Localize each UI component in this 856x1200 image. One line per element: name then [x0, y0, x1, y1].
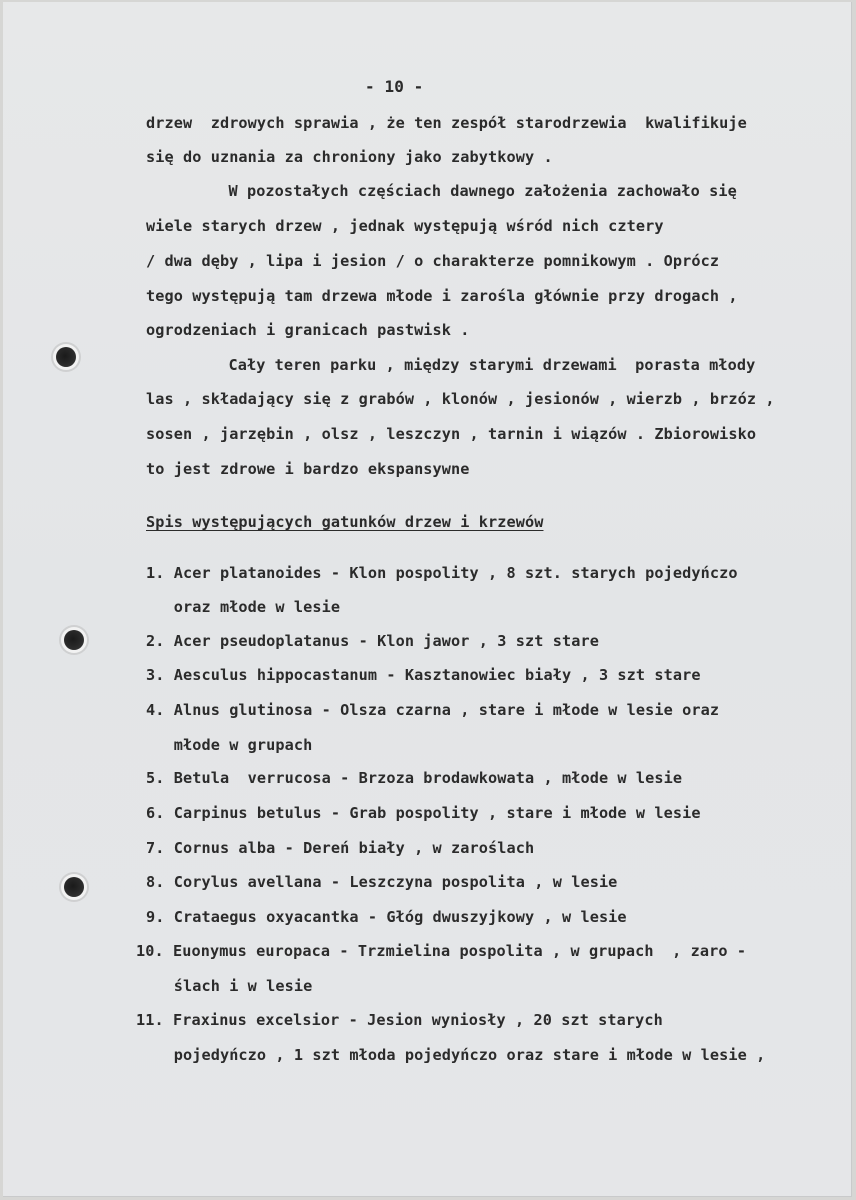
species-list-item: 1. Acer platanoides - Klon pospolity , 8 szt. starych pojedyńczo: [146, 564, 738, 582]
species-list-item: 8. Corylus avellana - Leszczyna pospolita , w lesie: [146, 873, 618, 891]
punch-hole-top: [56, 347, 76, 367]
species-list-item: 3. Aesculus hippocastanum - Kasztanowiec biały , 3 szt stare: [146, 666, 701, 684]
paragraph-line: się do uznania za chroniony jako zabytkowy .: [146, 148, 553, 166]
paragraph-line: to jest zdrowe i bardzo ekspansywne: [146, 460, 470, 478]
species-list-item: oraz młode w lesie: [146, 598, 341, 616]
species-list-item: 6. Carpinus betulus - Grab pospolity , stare i młode w lesie: [146, 804, 701, 822]
species-list-item: 11. Fraxinus excelsior - Jesion wyniosły , 20 szt starych: [136, 1011, 663, 1029]
typewritten-page: [3, 2, 852, 1197]
paragraph-line: sosen , jarzębin , olsz , leszczyn , tarnin i wiązów . Zbiorowisko: [146, 425, 757, 443]
paragraph-line: drzew zdrowych sprawia , że ten zespół starodrzewia kwalifikuje: [146, 114, 747, 132]
species-list-item: 4. Alnus glutinosa - Olsza czarna , stare i młode w lesie oraz: [146, 701, 720, 719]
species-list-item: ślach i w lesie: [146, 977, 313, 995]
paragraph-line: / dwa dęby , lipa i jesion / o charakterze pomnikowym . Oprócz: [146, 252, 720, 270]
species-list-item: 2. Acer pseudoplatanus - Klon jawor , 3 szt stare: [146, 632, 599, 650]
paragraph-line: Cały teren parku , między starymi drzewami porasta młody: [173, 356, 756, 374]
punch-hole-middle: [64, 630, 84, 650]
species-list-item: 7. Cornus alba - Dereń biały , w zaroślach: [146, 839, 535, 857]
page-number: - 10 -: [365, 77, 424, 96]
paragraph-line: W pozostałych częściach dawnego założenia zachowało się: [173, 182, 737, 200]
paragraph-line: wiele starych drzew , jednak występują wśród nich cztery: [146, 217, 664, 235]
paragraph-line: las , składający się z grabów , klonów , jesionów , wierzb , brzóz ,: [146, 390, 775, 408]
paragraph-line: ogrodzeniach i granicach pastwisk .: [146, 321, 470, 339]
species-list-item: pojedyńczo , 1 szt młoda pojedyńczo oraz stare i młode w lesie ,: [146, 1046, 766, 1064]
punch-hole-bottom: [64, 877, 84, 897]
species-list-item: młode w grupach: [146, 736, 313, 754]
species-list-item: 5. Betula verrucosa - Brzoza brodawkowata , młode w lesie: [146, 769, 683, 787]
species-list-item: 10. Euonymus europaca - Trzmielina pospolita , w grupach , zaro -: [136, 942, 747, 960]
paragraph-line: tego występują tam drzewa młode i zarośla głównie przy drogach ,: [146, 287, 738, 305]
species-list-item: 9. Crataegus oxyacantka - Głóg dwuszyjkowy , w lesie: [146, 908, 627, 926]
species-list-heading: Spis występujących gatunków drzew i krzewów: [146, 513, 544, 531]
